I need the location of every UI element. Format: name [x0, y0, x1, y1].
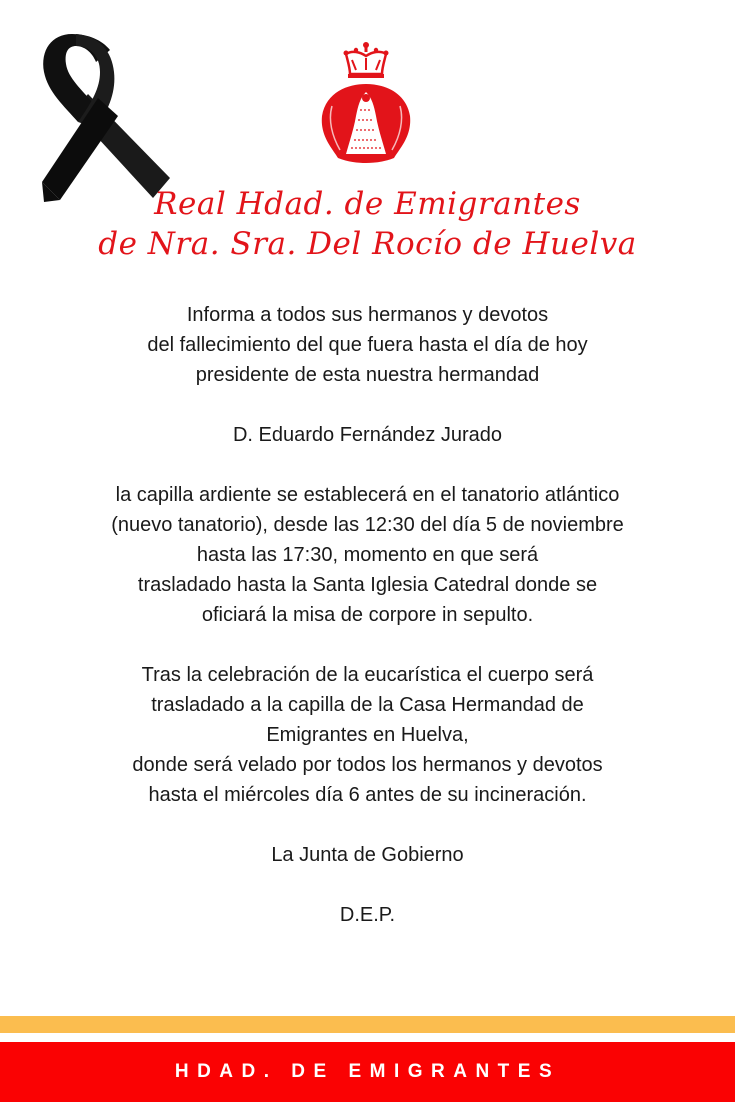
- mourning-ribbon-icon: [38, 32, 173, 204]
- paragraph-line: trasladado a la capilla de la Casa Hermandad de: [151, 694, 584, 716]
- announcement-body: [0, 300, 735, 930]
- paragraph-line: oficiará la misa de corpore in sepulto.: [201, 604, 534, 626]
- paragraph-line: Informa a todos sus hermanos y devotos: [186, 304, 549, 326]
- paragraph-line: presidente de esta nuestra hermandad: [195, 364, 540, 386]
- paragraph-line: Tras la celebración de la eucarística el cuerpo será: [141, 664, 594, 686]
- paragraph-line: trasladado hasta la Santa Iglesia Catedral donde se: [137, 574, 598, 596]
- title-line-2: de Nra. Sra. Del Rocío de Huelva: [98, 226, 637, 262]
- paragraph-line: donde será velado por todos los hermanos y devotos: [132, 754, 603, 776]
- paragraph-line: (nuevo tanatorio), desde las 12:30 del día 5 de noviembre: [111, 514, 624, 536]
- title-line-1: Real Hdad. de Emigrantes: [154, 186, 581, 222]
- page-title: [0, 184, 735, 264]
- signature: La Junta de Gobierno: [271, 844, 464, 866]
- footer-label: HDAD. DE EMIGRANTES: [174, 1061, 561, 1082]
- paragraph-line: hasta el miércoles día 6 antes de su incineración.: [148, 784, 587, 806]
- footer-banner: [0, 1042, 735, 1102]
- paragraph-line: la capilla ardiente se establecerá en el tanatorio atlántico: [115, 484, 620, 506]
- crowned-virgin-emblem-icon: [318, 40, 414, 166]
- paragraph-line: del fallecimiento del que fuera hasta el día de hoy: [147, 334, 588, 356]
- yellow-divider-band: [0, 1016, 735, 1033]
- closing-text: D.E.P.: [339, 904, 396, 926]
- paragraph-line: Emigrantes en Huelva,: [266, 724, 469, 746]
- deceased-name: D. Eduardo Fernández Jurado: [232, 424, 503, 446]
- paragraph-line: hasta las 17:30, momento en que será: [196, 544, 539, 566]
